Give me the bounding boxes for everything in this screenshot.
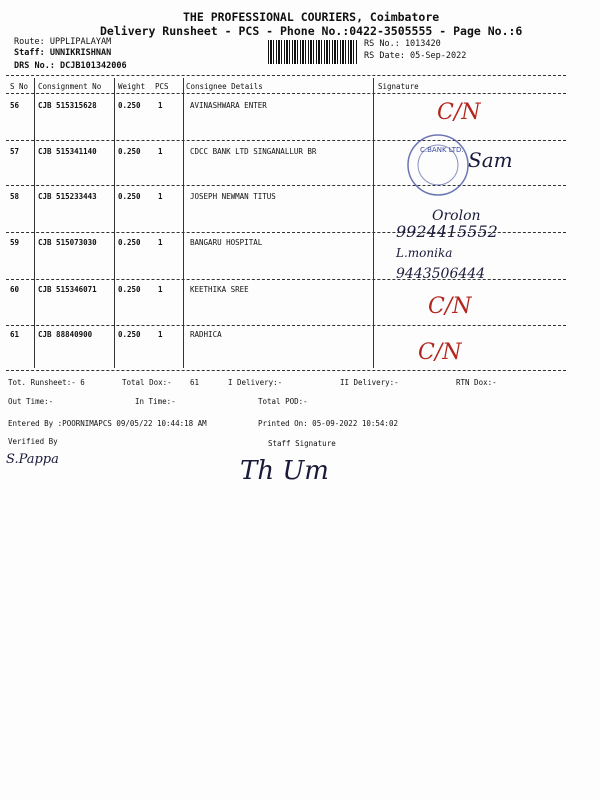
drs-number: DRS No.: DCJB101342006 — [14, 61, 127, 71]
handwritten-phone: 9443506444 — [396, 266, 486, 282]
route-label: Route: UPPLIPALAYAM — [14, 37, 112, 47]
stamp-text: C.BANK LTD. — [420, 146, 464, 154]
col-consignment: Consignment No — [38, 82, 102, 91]
row-sno: 60 — [10, 285, 20, 294]
row-pcs: 1 — [158, 101, 163, 110]
divider — [6, 93, 566, 94]
printed-on: Printed On: 05-09-2022 10:54:02 — [258, 419, 398, 428]
out-time: Out Time:- — [8, 397, 54, 406]
row-consignment: CJB 88840900 — [38, 330, 93, 339]
verified-signature: S.Pappa — [6, 452, 59, 467]
company-title: THE PROFESSIONAL COURIERS, Coimbatore — [183, 10, 440, 24]
total-dox: Total Dox:- — [122, 378, 172, 387]
col-signature: Signature — [378, 82, 419, 91]
divider — [6, 370, 566, 371]
row-weight: 0.250 — [118, 192, 141, 201]
row-sno: 58 — [10, 192, 20, 201]
row-consignment: CJB 515346071 — [38, 285, 97, 294]
col-pcs: PCS — [155, 82, 169, 91]
i-delivery: I Delivery:- — [228, 378, 283, 387]
row-weight: 0.250 — [118, 147, 141, 156]
row-pcs: 1 — [158, 192, 163, 201]
handwritten-name: Orolon — [432, 208, 481, 224]
row-weight: 0.250 — [118, 285, 141, 294]
staff-label: Staff: UNNIKRISHNAN — [14, 48, 112, 58]
total-pod: Total POD:- — [258, 397, 308, 406]
rtn-dox: RTN Dox:- — [456, 378, 497, 387]
row-details: BANGARU HOSPITAL — [190, 238, 263, 247]
row-details: JOSEPH NEWMAN TITUS — [190, 192, 276, 201]
row-sno: 56 — [10, 101, 20, 110]
total-dox-value: 61 — [190, 378, 200, 387]
rs-date: RS Date: 05-Sep-2022 — [364, 51, 467, 61]
staff-signature: Th Um — [240, 456, 329, 486]
row-consignment: CJB 515073030 — [38, 238, 97, 247]
handwritten-phone: 9924415552 — [396, 222, 498, 241]
row-details: AVINASHWARA ENTER — [190, 101, 267, 110]
tot-runsheet: Tot. Runsheet:- 6 — [8, 378, 85, 387]
runsheet-subtitle: Delivery Runsheet - PCS - Phone No.:0422-3505555 - Page No.:6 — [100, 24, 523, 38]
row-consignment: CJB 515233443 — [38, 192, 97, 201]
barcode — [268, 40, 358, 64]
col-sno: S No — [10, 82, 29, 91]
row-details: CDCC BANK LTD SINGANALLUR BR — [190, 147, 317, 156]
verified-by: Verified By — [8, 437, 58, 446]
row-pcs: 1 — [158, 285, 163, 294]
handwritten-signature: Sam — [468, 148, 513, 172]
rs-number: RS No.: 1013420 — [364, 39, 441, 49]
row-sno: 61 — [10, 330, 20, 339]
row-pcs: 1 — [158, 147, 163, 156]
row-pcs: 1 — [158, 330, 163, 339]
row-weight: 0.250 — [118, 101, 141, 110]
divider — [6, 185, 566, 186]
row-weight: 0.250 — [118, 330, 141, 339]
handwritten-name: L.monika — [396, 246, 453, 260]
row-consignment: CJB 515315628 — [38, 101, 97, 110]
row-consignment: CJB 515341140 — [38, 147, 97, 156]
divider — [6, 75, 566, 76]
entered-by: Entered By :POORNIMAPCS 09/05/22 10:44:18 AM — [8, 419, 207, 428]
row-sno: 57 — [10, 147, 20, 156]
handwritten-cn: C/N — [428, 294, 472, 319]
bank-stamp-icon — [405, 132, 471, 198]
col-weight: Weight — [118, 82, 146, 91]
col-consignee: Consignee Details — [186, 82, 263, 91]
row-pcs: 1 — [158, 238, 163, 247]
row-weight: 0.250 — [118, 238, 141, 247]
row-sno: 59 — [10, 238, 20, 247]
divider — [6, 325, 566, 326]
ii-delivery: II Delivery:- — [340, 378, 399, 387]
handwritten-cn: C/N — [437, 100, 481, 125]
divider — [6, 140, 566, 141]
row-details: KEETHIKA SREE — [190, 285, 249, 294]
row-details: RADHICA — [190, 330, 222, 339]
handwritten-cn: C/N — [418, 340, 462, 365]
in-time: In Time:- — [135, 397, 176, 406]
staff-signature-label: Staff Signature — [268, 439, 336, 448]
